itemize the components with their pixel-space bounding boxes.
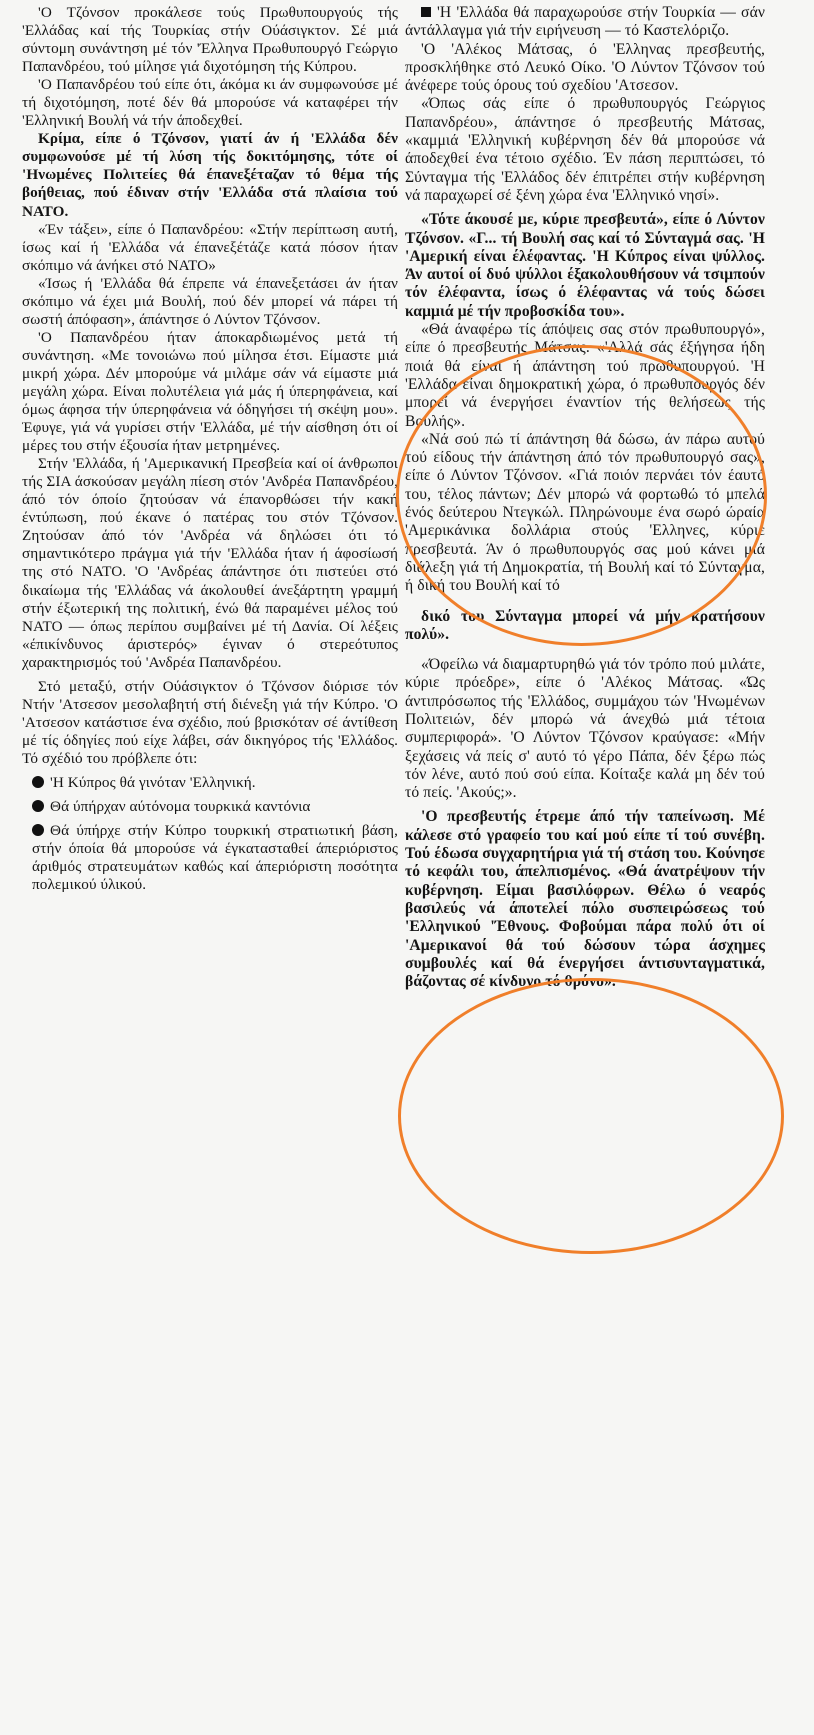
bullet-item (22, 774, 398, 792)
paragraph: Στό μεταξύ, στήν Ούάσιγκτον ό Τζόνσον διόρισε τόν Ντήν 'Ατσεσον μεσολαβητή στή διένεξη γιά τήν Κύπρο. 'Ο 'Ατσεσον κατάστισε ένα σχέδιο, πού βρισκόταν σέ άντίθεση μέ τίς όδηγίες πού είχε λάβει, σάν δικηγόρος τής 'Ελλάδος. Τό σχέδιό του πρόβλεπε ότι: (22, 677, 398, 767)
paragraph: 'Ο Τζόνσον προκάλεσε τούς Πρωθυπουργούς τής 'Ελλάδας καί τής Τουρκίας στήν Ούάσιγκτον. Σέ μιά σύντομη συνάντηση μέ τόν 'Έλληνα Πρωθυπουργό Γεώργιο Παπανδρέου, τού μίλησε γιά διχοτόμηση τής Κύπρου. (22, 4, 398, 76)
paragraph: 'Ο 'Αλέκος Μάτσας, ό 'Ελληνας πρεσβευτής, προσκλήθηκε στό Λευκό Οίκο. 'Ο Λύντον Τζόνσον τού άνέφερε τούς όρους τού σχεδίου 'Ατσεσον. (405, 40, 765, 95)
right-column (405, 4, 765, 1732)
paragraph-text: 'Η 'Ελλάδα θά παραχωρούσε στήν Τουρκία — σάν άντάλλαγμα γιά τήν ειρήνευση — τό Καστελόριζο. (405, 4, 765, 40)
paragraph: 'Ο πρεσβευτής έτρεμε άπό τήν ταπείνωση. Μέ κάλεσε στό γραφείο του καί μού είπε τί τού συνέβη. Τού έδωσα συγχαρητήρια γιά τή στάση του. Κούνησε τό κεφάλι του, άπελπισμένος. «Θά άνατρέψουν τήν κυβέρνηση. Είμαι βασιλόφρων. Θέλω ό νεαρός βασιλεύς νά άποτελεί πόλο συσπειρώσεως τού 'Ελληνικού 'Έθνους. Φοβούμαι πάρα πολύ ότι οί 'Αμερικανοί θά τού δώσουν τώρα άσχημες συμβουλές καί θά ένεργήσει άντισυνταγματικά, βάζοντας σέ κίνδυνο τό θρόνο». (405, 808, 765, 991)
bullet-text: Θά ύπήρχαν αύτόνομα τουρκικά καντόνια (50, 798, 311, 816)
square-bullet-icon (421, 7, 431, 17)
bullet-icon (32, 824, 44, 836)
paragraph: Στήν 'Ελλάδα, ή 'Αμερικανική Πρεσβεία καί οί άνθρωποι τής ΣΙΑ άσκούσαν μεγάλη πίεση στόν 'Ανδρέα Παπανδρέου, άπό τόν όποίο ζητούσαν νά έπανορθώσει τήν κακή έντύπωση, πού έκανε ό πατέρας του στόν Τζόνσον. Ζητούσαν άπό τόν 'Ανδρέα νά δηλώσει ότι τό σημαντικότερο πράγμα γιά τήν 'Ελλάδα ήταν ή άφοσίωσή της στό ΝΑΤΟ. 'Ο 'Ανδρέας άπάντησε ότι πιστεύει στό δικαίωμα τής 'Ελλάδας νά άκολουθεί άνεξάρτητη γραμμή στήν έξωτερική της πολιτική, ένώ θά παραμένει μέλος τού ΝΑΤΟ — όπως περίπου συμβαίνει μέ τή Δανία. Οί λέξεις «έπικίνδυνος άριστερός» έγιναν ό στερεότυπος χαρακτηρισμός τού 'Ανδρέα Παπανδρέου. (22, 455, 398, 671)
paragraph: «Όφείλω νά διαμαρτυρηθώ γιά τόν τρόπο πού μιλάτε, κύριε πρόεδρε», είπε ό 'Αλέκος Μάτσας. «Ώς άντιπρόσωπος τής 'Ελλάδος, συμμάχου τών 'Ηνωμένων Πολιτειών, δέν μπορώ νά άνεχθώ μιά τέτοια συμπεριφορά». 'Ο Λύντον Τζόνσον κραύγασε: «Μήν ξεχάσεις νά πείς σ' αυτό τό γέρο Πάπα, δέν ξέρω πώς τόν λένε, αυτό πού σού είπα. Κοίταξε καλά μη δέν τού τό πείς. 'Ακούς;». (405, 656, 765, 802)
bullet-text: Θά ύπήρχε στήν Κύπρο τουρκική στρατιωτική βάση, στήν όποία θά μπορούσε νά έγκατασταθεί άπεριόριστος άριθμός στρατευμάτων καθώς καί άπεριόριστη ποσότητα πολεμικού ύλικού. (32, 822, 398, 894)
paragraph: 'Ο Παπανδρέου τού είπε ότι, άκόμα κι άν συμφωνούσε μέ τή διχοτόμηση, ποτέ δέν θά μπορούσε νά καταφέρει τήν 'Ελληνική Βουλή νά τήν άποδεχθεί. (22, 76, 398, 130)
paragraph: 'Ο Παπανδρέου ήταν άποκαρδιωμένος μετά τή συνάντηση. «Με τονοιώνω πού μίλησα έτσι. Είμαστε μιά μικρή χώρα. Δέν μπορούμε νά μιλάμε σάν νά είμαστε μιά μεγάλη χώρα. Είναι πολυτέλεια γιά μάς ή ύπερηφάνεια, καί όμως άφησα τήν ύπερηφάνεια νά όδηγήσει τή σκέψη μου». Έφυγε, γιά νά γυρίσει στήν 'Ελλάδα, μέ τήν αίσθηση ότι οί μέρες του στήν έξουσία ήταν μετρημένες. (22, 328, 398, 455)
paragraph: «Ίσως ή 'Ελλάδα θά έπρεπε νά έπανεξετάσει άν ήταν σκόπιμο νά έχει μιά Βουλή, πού δέν μπορεί νά πάρει τή σωστή άπόφαση», άπάντησε ό Λύντον Τζόνσον. (22, 274, 398, 328)
left-column (22, 4, 398, 1732)
bullet-icon (32, 800, 44, 812)
paragraph: «Έν τάξει», είπε ό Παπανδρέου: «Στήν περίπτωση αυτή, ίσως καί ή 'Ελλάδα νά έπανεξέτάζε κατά πόσον ήταν σκόπιμο νά άνήκει στό ΝΑΤΟ» (22, 220, 398, 274)
paragraph: δικό του Σύνταγμα μπορεί νά μήν κρατήσουν πολύ». (405, 607, 765, 643)
paragraph: «Τότε άκουσέ με, κύριε πρεσβευτά», είπε ό Λύντον Τζόνσον. «Γ... τή Βουλή σας καί τό Σύνταγμά σας. 'Η 'Αμερική είναι έλέφαντας. 'Η Κύπρος είναι ψύλλος. Άν αυτοί οί δυό ψύλλοι έξακολουθήσουν νά τσιμπούν τόν έλέφαντα, ίσως ό έλέφαντας νά τούς δώσει καμμιά μέ τήν προβοσκίδα του». (405, 211, 765, 320)
paragraph: Κρίμα, είπε ό Τζόνσον, γιατί άν ή 'Ελλάδα δέν συμφωνούσε μέ τή λύση τής δοκιτόμησης, τότε οί 'Ηνωμένες Πολιτείες θά έπανεξέταζαν τό θέμα τής βοήθειας, πού έδιναν στήν 'Ελλάδα στά πλαίσια τού ΝΑΤΟ. (22, 130, 398, 220)
bullet-text: 'Η Κύπρος θά γινόταν 'Ελληνική. (50, 773, 256, 791)
paragraph: «Όπως σάς είπε ό πρωθυπουργός Γεώργιος Παπανδρέου», άπάντησε ό πρεσβευτής Μάτσας, «καμμιά 'Ελληνική κυβέρνηση δέν θά μπορούσε νά άποδεχθεί ένα τέτοιο σχέδιο. Έν πάση περιπτώσει, τό Σύνταγμα τής 'Ελλάδος δέν έπιτρέπει στήν κυβέρνηση νά παραχωρεί σέ ξένη χώρα ένα 'Ελληνικό νησί». (405, 95, 765, 204)
bullet-item (22, 822, 398, 894)
bullet-icon (32, 776, 44, 788)
paragraph: «Νά σού πώ τί άπάντηση θά δώσω, άν πάρω αυτού τού είδους τήν άπάντηση άπό τόν πρωθυπουργό σας», είπε ό Λύντον Τζόνσον. «Γιά ποιόν περνάει τόν έαυτό του, τέλος πάντων; Δέν μπορώ νά φορτωθώ τό μπελά ένός δεύτερου Ντεγκώλ. Πληρώνουμε ένα σωρό ώραία 'Αμερικάνικα δολλάρια στούς 'Ελληνες, κύριε πρεσβευτά. Άν ό πρωθυπουργός σας μού κάνει μιά διάλεξη γιά τή Δημοκρατία, τή Βουλή καί τό Σύνταγμα, ή δική του Βουλή καί τό (405, 430, 765, 595)
bullet-item (22, 798, 398, 816)
paragraph (405, 4, 765, 41)
paragraph: «Θά άναφέρω τίς άπόψεις σας στόν πρωθυπουργό», είπε ό πρεσβευτής Μάτσας. «'Αλλά σάς έξήγησα ήδη ποιά θά είναι ή άπάντηση τού πρωθυπουργού. 'Η 'Ελλάδα είναι δημοκρατική χώρα, ό πρωθυπουργός δέν μπορεί νά ένεργήσει έναντίον τής θελήσεως τής Βουλής». (405, 321, 765, 430)
